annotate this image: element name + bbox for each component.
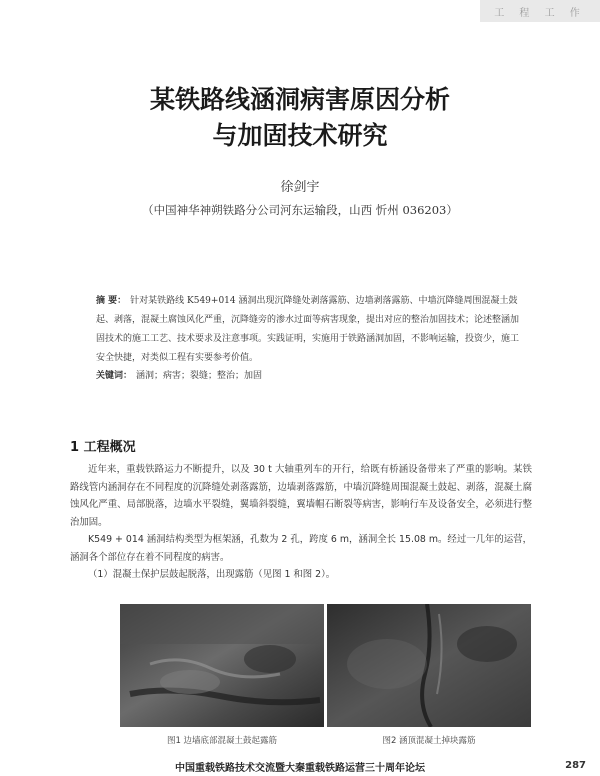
- page-number: 287: [565, 760, 586, 771]
- section-corner-tab: 工 程 工 作: [480, 0, 600, 22]
- abstract-text: 针对某铁路线 K549+014 涵洞出现沉降缝处剥落露筋、边墙剥落露筋、中墙沉降缝周围混凝土鼓起、剥落，混凝土腐蚀风化严重，沉降缝旁的渗水过面等病害现象，提出对应的整治加固技术；论述整涵加固技术的施工工艺、技术要求及注意事项。实践证明，实施用于铁路涵洞加固，不影响运输，投资少，施工安全快捷，对类似工程有实要参考价值。: [96, 296, 520, 363]
- keywords: [96, 368, 522, 381]
- section-heading: 1 工程概况: [70, 440, 136, 455]
- figure-1-photo: [120, 604, 324, 727]
- article-title: [0, 82, 600, 154]
- paragraph-2: K549 + 014 涵洞结构类型为框架涵，孔数为 2 孔，跨度 6 m，涵洞全长 15.08 m。经过一几年的运营，涵洞各个部位存在着不同程度的病害。: [70, 534, 532, 563]
- title-line-2: 与加固技术研究: [212, 121, 388, 150]
- abstract: [96, 292, 522, 368]
- figure-1-caption: 图1 边墙底部混凝土鼓起露筋: [166, 736, 278, 746]
- title-line-1: 某铁路线涵洞病害原因分析: [149, 85, 450, 114]
- paragraph-1: 近年来，重载铁路运力不断提升，以及 30 t 大轴重列车的开行，给既有桥涵设备带来了严重的影响。某铁路线管内涵洞存在不同程度的沉降缝处剥落露筋，边墙剥落露筋，中墙沉降缝周围混凝土鼓起、剥落，混凝土腐蚀风化严重、局部脱落，边墙水平裂缝，翼墙斜裂缝，翼墙帽石断裂等病害，影响行车及设备安全，必须进行整治加固。: [70, 464, 532, 528]
- author-affiliation: （中国神华神朔铁路分公司河东运输段，山西 忻州 036203）: [142, 203, 458, 217]
- keywords-label: 关键词：: [96, 371, 133, 381]
- keywords-text: 涵洞；病害；裂缝；整治；加固: [136, 371, 263, 381]
- paragraph-3: （1）混凝土保护层鼓起脱落，出现露筋（见图 1 和图 2）。: [88, 569, 336, 580]
- figure-2-caption: 图2 涵顶混凝土掉块露筋: [382, 736, 476, 746]
- abstract-label: 摘 要：: [96, 296, 127, 306]
- author-name: 徐剑宇: [280, 180, 320, 195]
- journal-footer: 中国重载铁路技术交流暨大秦重载铁路运营三十周年论坛: [175, 763, 425, 774]
- figure-2-photo: [327, 604, 531, 727]
- section-body: [70, 461, 532, 584]
